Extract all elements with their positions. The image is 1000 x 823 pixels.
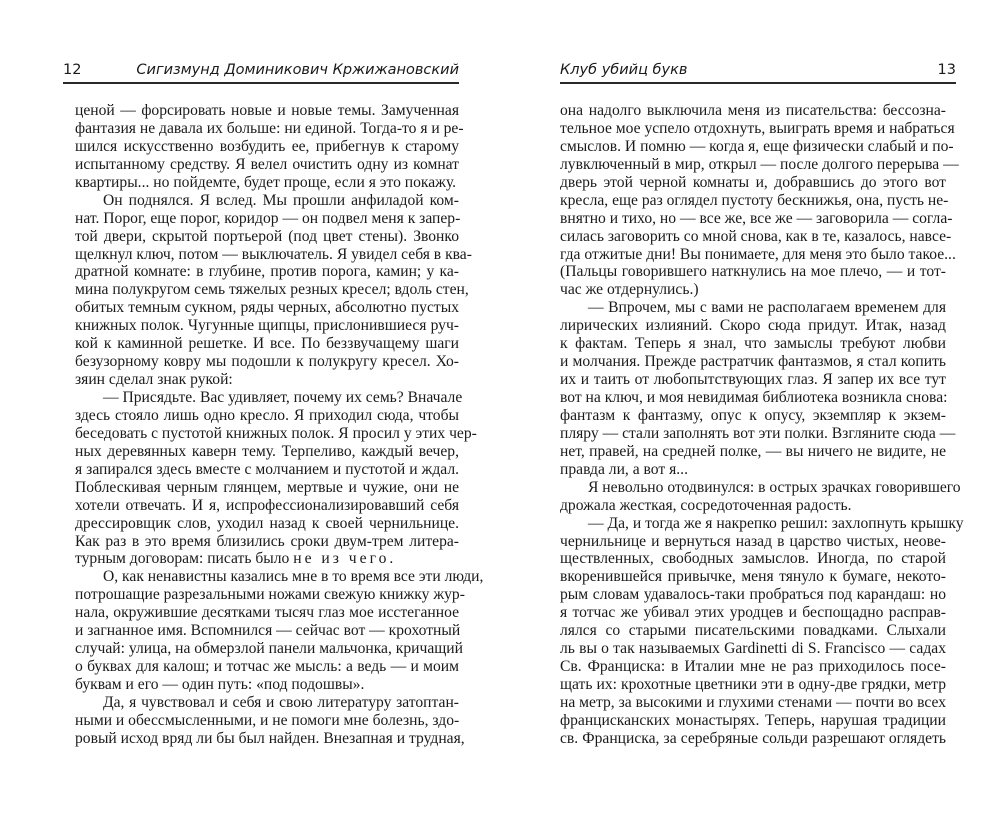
text-line: щать их: крохотные цветники эти в одну-две грядки, метр — [560, 676, 946, 693]
text-line: ществленных, свободных замыслов. Иногда, по старой — [560, 550, 946, 568]
text-line: зяин сделал знак рукой: — [75, 371, 233, 389]
text-line: Я невольно отодвинулся: в острых зрачках говорившего — [588, 478, 961, 496]
text-line: лялся со старыми писательскими повадками. Слыхали — [560, 622, 946, 640]
text-line: ценой — форсировать новые и новые темы. Замученная — [75, 102, 459, 119]
text-line: обитых темным сукном, ряды черных, абсолютно пустых — [75, 299, 459, 317]
text-line: дрессировщик слов, уходил назад к своей чернильнице. — [75, 514, 459, 532]
text-line: дрожала жесткая, сосредоточенная радость. — [560, 496, 852, 514]
text-line: ровый исход вряд ли бы был найден. Внезапная и трудная, — [75, 729, 465, 747]
text-line: и загнанное имя. Вспомнился — сейчас вот — крохотный — [75, 622, 461, 640]
text-line: потрошащие разрезальными ножами свежую книжку жур- — [75, 586, 465, 604]
text-line: беседовать с пустотой книжных полок. Я просил у этих чер- — [75, 424, 477, 442]
text-line: Св. Франциска: в Италии мне не раз приходилось посе- — [560, 658, 946, 676]
text-line: ль вы о так называемых Gardinetti di S. Francisco — садах — [560, 640, 946, 658]
text-line: щелкнул ключ, потом — выключатель. Я увидел себя в ква- — [75, 245, 472, 263]
text-line: и молчания. Прежде растратчик фантазмов, я стал копить — [560, 353, 946, 371]
emphasized-text: не из чего — [293, 550, 390, 568]
text-line: Да, я чувствовал и себя и свою литературу затоптан- — [103, 693, 459, 711]
text-line: фантазия не давала их больше: ни единой. Тогда-то я и ре- — [75, 119, 464, 137]
text-line: фантазм к фантазму, опус к опусу, экземпляр к экзем- — [560, 406, 946, 424]
text-line: кой к каминной решетке. И все. По беззвучащему шаги — [75, 335, 459, 353]
text-line: лирических излияний. Скоро сюда придут. Итак, назад — [560, 317, 946, 335]
running-title-author: Сигизмунд Доминикович Кржижановский — [136, 62, 459, 78]
text-line: вкоренившейся привычке, меня тянуло к бумаге, некото- — [560, 568, 946, 586]
text-line: Поблескивая черным глянцем, мертвые и чужие, они не — [75, 478, 459, 496]
text-line: я тотчас же убивал этих уродцев и беспощадно расправ- — [560, 604, 946, 622]
text-line: нет, правей, на средней полке, — вы ничего не видите, не — [560, 442, 946, 460]
text-line: чернильнице и вернуться назад в царство чистых, неове- — [560, 532, 946, 550]
text-line: книжных полок. Чугунные щипцы, прислонившиеся руч- — [75, 317, 459, 335]
text-line: о буквах для калош; и тотчас же мысль: а ведь — и моим — [75, 658, 459, 676]
text-line: ных деревянных каверн тему. Терпеливо, каждый вечер, — [75, 442, 459, 460]
text-line: правда ли, а вот я... — [560, 460, 688, 478]
text-line: вот на ключ, и моя невидимая библиотека возникла снова: — [560, 389, 948, 406]
page-number: 13 — [937, 62, 956, 78]
text-line: к фактам. Теперь я знал, что замыслы требуют любви — [560, 335, 946, 353]
right-page — [560, 0, 964, 823]
text-line: она надолго выключила меня из писательства: бессозна- — [560, 102, 946, 119]
text-line: буквам и его — один путь: «под подошвы». — [75, 676, 365, 693]
text-line: нат. Порог, еще порог, коридор — он подвел меня к запер- — [75, 209, 461, 227]
text-line: О, как ненавистны казались мне в то время все эти люди, — [103, 568, 484, 586]
text-line: турным договорам: писать было не из чего. — [75, 550, 394, 568]
left-page-body — [75, 102, 484, 748]
text-line: нала, окружившие десятками тысяч глаз мое исстеганное — [75, 604, 459, 622]
text-line: кресла, еще раз оглядел пустоту бескнижья, она, пусть не- — [560, 191, 949, 209]
text-line: Он поднялся. Я вслед. Мы прошли анфиладой ком- — [103, 191, 459, 209]
text-line: — Да, и тогда же я накрепко решил: захлопнуть крышку — [588, 514, 964, 532]
text-line: шился искусственно возбудить ее, прибегнув к старому — [75, 137, 459, 155]
text-line: тельное мое успело отдохнуть, выиграть время и набраться — [560, 119, 955, 137]
text-line: св. Франциска, за серебряные сольди разрешают оглядеть — [560, 729, 946, 747]
text-line: я запирался здесь вместе с молчанием и пустотой и ждал. — [75, 460, 459, 478]
text-line: их и таить от любопытствующих глаз. Я запер их все тут — [560, 371, 946, 389]
text-line: случай: улица, на обмерзлой панели мальчонка, кричащий — [75, 640, 463, 658]
left-running-head — [63, 60, 459, 84]
left-page — [63, 0, 484, 823]
text-line: гда отжитые дни! Вы понимаете, для меня это было такое... — [560, 245, 956, 263]
text-line: здесь стояло лишь одно кресло. Я приходил сюда, чтобы — [75, 406, 459, 424]
text-line: силась заговорить со мной снова, как в те, казалось, навсе- — [560, 227, 952, 245]
text-line: — Впрочем, мы с вами не располагаем временем для — [588, 299, 946, 317]
text-line: (Пальцы говорившего наткнулись на мое плечо, — и тот- — [560, 263, 946, 281]
text-line: ными и обессмысленными, и не помоги мне болезнь, здо- — [75, 711, 460, 729]
text-line: той двери, скрытой портьерой (под цвет стены). Звонко — [75, 227, 459, 245]
text-line: внятно и тихо, но — все же, все же — заговорила — согла- — [560, 209, 953, 227]
right-page-body — [560, 102, 964, 748]
text-line: дратной комнате: в глубине, против порога, камин; у ка- — [75, 263, 459, 281]
text-line: — Присядьте. Вас удивляет, почему их семь? Вначале — [103, 389, 463, 406]
text-line: францисканских монастырях. Теперь, нарушая традиции — [560, 711, 946, 729]
text-line: хотели отвечать. И я, испрофессионализировавший себя — [75, 496, 459, 514]
right-running-head — [560, 60, 956, 84]
running-title-book: Клуб убийц букв — [560, 62, 688, 78]
text-line: рым словам удавалось-таки пробраться под карандаш: но — [560, 586, 946, 604]
text-line: безузорному ковру мы подошли к полукругу кресел. Хо- — [75, 353, 459, 371]
text-line: мина полукругом семь тяжелых резных кресел; вдоль стен, — [75, 281, 469, 299]
text-line: дверь этой черной комнаты и, добравшись до этого вот — [560, 173, 946, 191]
text-line: квартиры... но пойдемте, будет проще, если я это покажу. — [75, 173, 457, 191]
text-line: испытанному средству. Я велел очистить одну из комнат — [75, 155, 459, 173]
text-line: смыслов. И помню — когда я, еще физически слабый и по- — [560, 137, 954, 155]
text-line: Как раз в это время близились сроки двум-трем литера- — [75, 532, 459, 550]
text-line: на метр, за высокими и глухими стенами — почти во всех — [560, 693, 946, 711]
page-number: 12 — [63, 62, 82, 78]
text-line: час же отдернулись.) — [560, 281, 699, 299]
text-line: пляру — стали заполнять вот эти полки. Взгляните сюда — — [560, 424, 956, 442]
text-line: лувключенный в мир, открыл — после долгого перерыва — — [560, 155, 959, 173]
